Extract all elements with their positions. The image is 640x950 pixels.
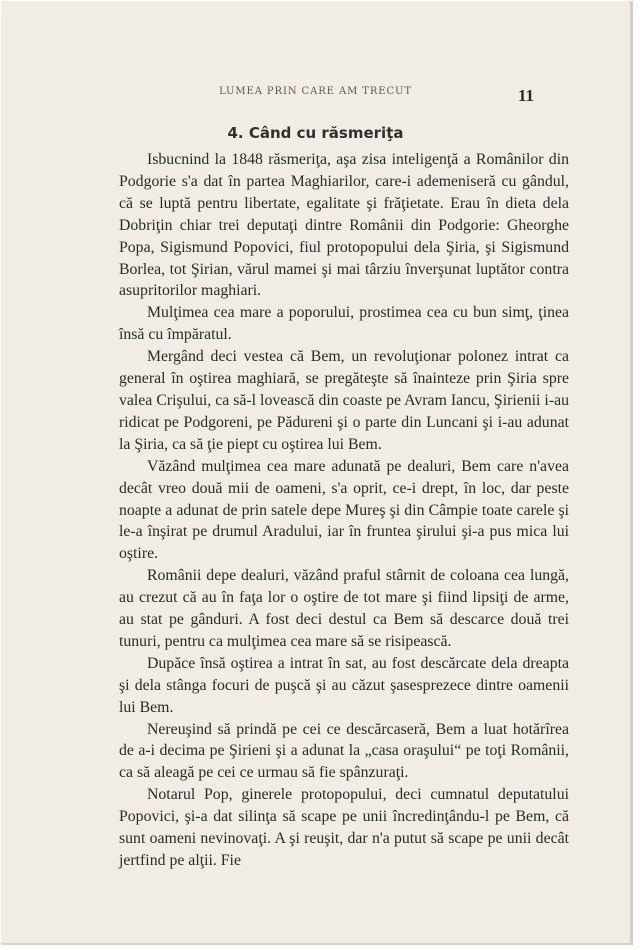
paragraph: Văzând mulţimea cea mare adunată pe dealuri, Bem care n'avea decât vreo două mii de oameni, s'a oprit, ce-i drept, în loc, dar peste noapte a adunat de prin satele depe Mureş şi din Câmpie toate carele şi le-a înşirat pe drumul Aradului, iar în fruntea şirului şi-a pus mica lui oştire.: [119, 457, 569, 563]
chapter-title: 4. Când cu răsmeriţa: [227, 124, 404, 142]
paragraph: Notarul Pop, ginerele protopopului, deci cumnatul deputatului Popovici, şi-a dat silinţa să scape pe unii încredinţându-l pe Bem, că sunt oameni nevinovaţi. A şi reuşit, dar n'a putut să scape pe unii decât jertfind pe alţii. Fie: [119, 786, 569, 869]
paragraph: Dupăce însă oştirea a intrat în sat, au fost descărcate dela dreapta şi dela stânga focuri de puşcă şi au căzut şasesprezece dintre oamenii lui Bem.: [119, 654, 569, 716]
paragraph: Isbucnind la 1848 răsmeriţa, aşa zisa inteligenţă a Românilor din Podgorie s'a dat în partea Maghiarilor, care-i ademeniseră cu gândul, că se luptă pentru libertate, egalitate şi frăţietate. Erau în dieta dela Dobriţin chiar trei deputaţi dintre Românii din Podgorie: Gheorghe Popa, Sigismund Popovici, fiul protopopului dela Şiria, şi Sigismund Borlea, tot Şirian, vărul mamei şi mai târziu înverşunat luptător contra asupritorilor maghiari.: [119, 151, 569, 300]
paragraph: Mergând deci vestea că Bem, un revoluţionar polonez intrat ca general în oştirea maghiară, se pregăteşte să înainteze prin Şiria spre valea Crişului, ca să-l lovească din coaste pe Avram Iancu, Şirienii i-au ridicat pe Podgoreni, pe Pădureni şi o parte din Luncani şi i-au adunat la Şiria, ca să ţie piept cu oştirea lui Bem.: [119, 348, 569, 453]
book-page: [1, 1, 633, 945]
paragraph: Românii depe dealuri, văzând praful stârnit de coloana cea lungă, au crezut că au în faţa lor o oştire de tot mare şi fiind lipsiţi de arme, au stat pe gânduri. A fost deci destul ca Bem să descarce două trei tunuri, pentru ca mulţimea cea mare să se risipească.: [119, 567, 569, 650]
paragraph: Nereuşind să prindă pe cei ce descărcaseră, Bem a luat hotărîrea de a-i decima pe Şirieni şi a adunat la „casa oraşului“ pe toţi Românii, ca să aleagă pe cei ce urmau să fie spânzuraţi.: [119, 720, 569, 782]
running-title: LUMEA PRIN CARE AM TRECUT: [219, 86, 412, 97]
paragraph: Mulţimea cea mare a poporului, prostimea cea cu bun simţ, ţinea însă cu împăratul.: [119, 304, 569, 344]
body-text: [119, 149, 569, 872]
page-number: 11: [517, 86, 534, 105]
